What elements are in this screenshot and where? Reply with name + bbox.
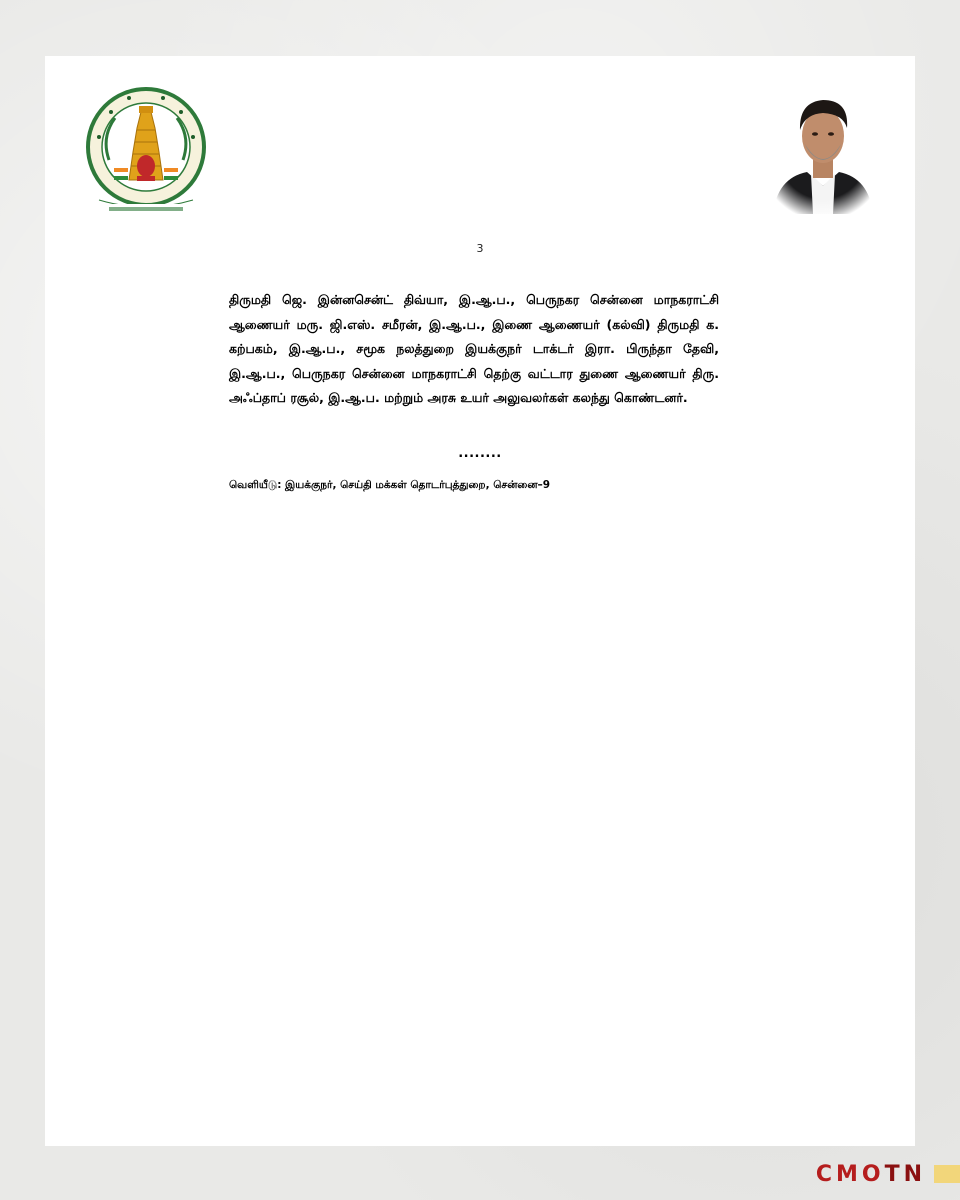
page-number: 3 [476,242,484,255]
emblem-graphic [81,82,211,222]
brand-accent-bar [934,1165,960,1183]
document-page [45,56,915,1146]
portrait-graphic [763,82,883,214]
release-note: வெளியீடு: இயக்குநர், செய்தி மக்கள் தொடர்புத்துறை, சென்னை–9 [229,479,551,491]
press-release-paragraph: திருமதி ஜெ. இன்னசென்ட் திவ்யா, இ.ஆ.ப., பெருநகர சென்னை மாநகராட்சி ஆணையர் மரு. ஜி.எஸ். சமீரன், இ.ஆ.ப., இணை ஆணையர் (கல்வி) திருமதி க. கற்பகம், இ.ஆ.ப., சமூக நலத்துறை இயக்குநர் டாக்டர் இரா. பிருந்தா தேவி, இ.ஆ.ப., பெருநகர சென்னை மாநகராட்சி தெற்கு வட்டார துணை ஆணையர் திரு. அஃப்தாப் ரசூல், இ.ஆ.ப. மற்றும் அரசு உயர் அலுவலர்கள் கலந்து கொண்டனர். [229,292,719,405]
brand-tn: TN [884,1161,926,1187]
brand-cmo: CMO [815,1161,885,1187]
section-separator: ........ [458,446,502,461]
portrait-photo [763,82,883,214]
brand-wordmark [816,1162,926,1187]
state-emblem [81,82,211,222]
cmotn-logo [816,1161,960,1187]
